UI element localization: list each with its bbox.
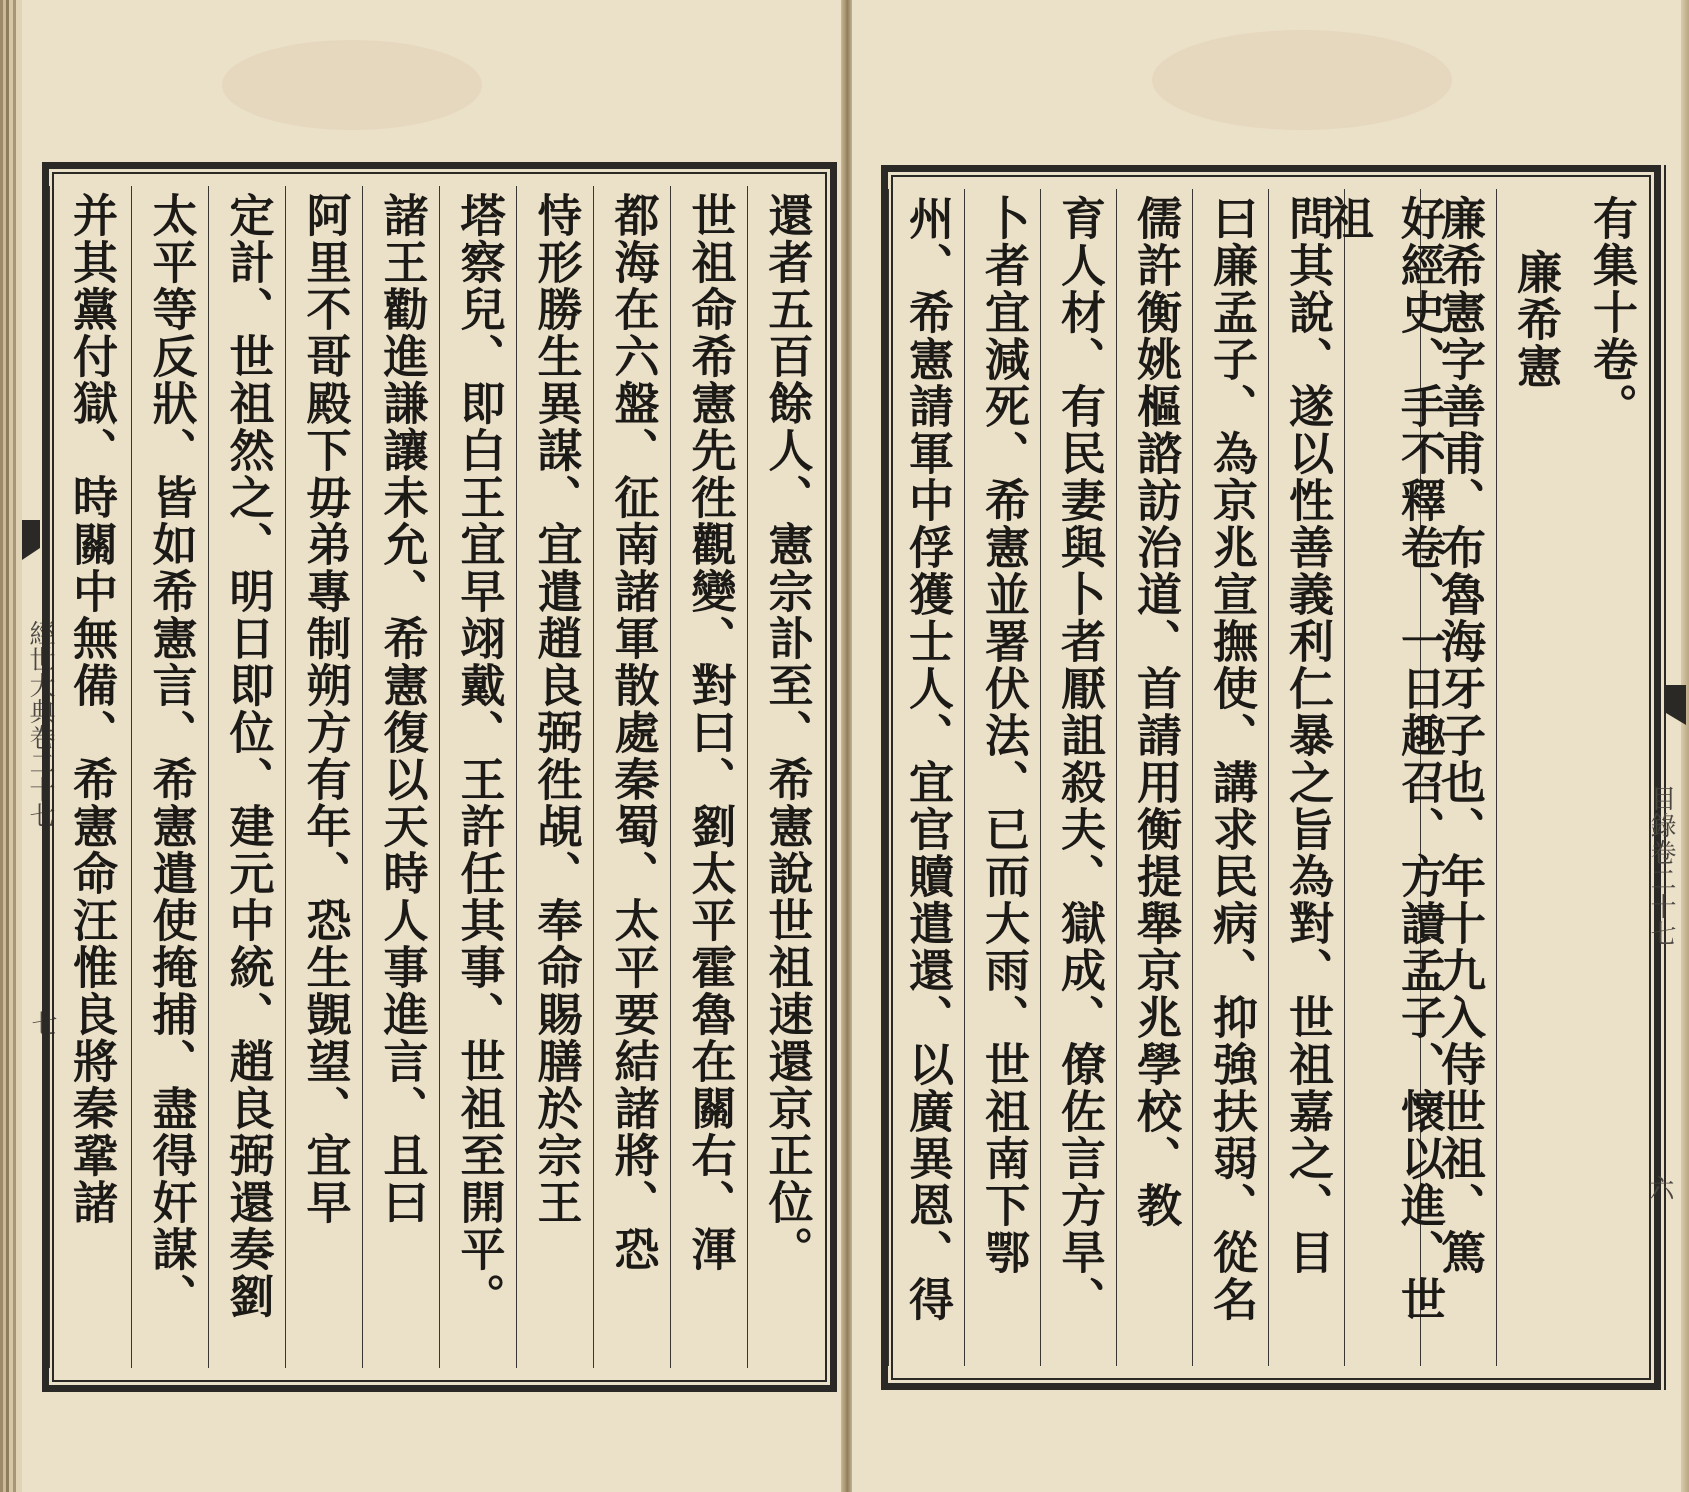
left-spine-page-number: 七 [27, 1010, 57, 1036]
left-column-2 [670, 186, 748, 1368]
right-column-8 [1040, 189, 1117, 1366]
right-column-9 [964, 189, 1041, 1366]
left-column-3 [593, 186, 671, 1368]
right-column-10-text: 州、希憲請軍中俘獲士人、宜官贖遣還、以廣異恩、得 [901, 195, 954, 1323]
right-column-6-text: 曰廉孟子、為京兆宣撫使、講求民病、抑強扶弱、從名 [1205, 195, 1258, 1323]
right-column-7 [1116, 189, 1193, 1366]
left-text-frame [42, 162, 837, 1392]
left-column-1-text: 還者五百餘人、憲宗訃至、希憲說世祖速還京正位。 [760, 192, 814, 1273]
left-column-6 [362, 186, 440, 1368]
banxin-margin [1644, 165, 1686, 1390]
left-column-9 [131, 186, 209, 1368]
right-column-5-text: 問其說、遂以性善義利仁暴之旨為對、世祖嘉之、目 [1281, 195, 1334, 1276]
left-column-9-text: 太平等反狀、皆如希憲言、希憲遣使掩捕、盡得奸謀、 [144, 192, 198, 1320]
right-column-9-text: 卜者宜減死、希憲並署伏法、已而大雨、世祖南下鄂 [977, 195, 1030, 1276]
right-column-5 [1268, 189, 1345, 1366]
right-column-4 [1321, 189, 1446, 1366]
left-column-4-text: 恃形勝生異謀、宜遣趙良弼徃覘、奉命賜膳於宗王 [529, 192, 583, 1226]
left-column-7-text: 阿里不哥殿下毋弟專制朔方有年、恐生覬望、宜早 [298, 192, 352, 1226]
right-column-2-text: 廉希憲 [1509, 249, 1562, 390]
left-column-6-text: 諸王勸進謙讓未允、希憲復以天時人事進言、且曰 [375, 192, 429, 1226]
right-column-10 [888, 189, 965, 1366]
right-column-7-text: 儒許衡姚樞諮訪治道、首請用衡提舉京兆學校、教 [1129, 195, 1182, 1229]
left-column-5 [439, 186, 517, 1368]
right-column-8-text: 育人材、有民妻與卜者厭詛殺夫、獄成、僚佐言方旱、 [1053, 195, 1106, 1323]
left-spine-label: 經世大典卷二十七 [25, 620, 55, 828]
left-page [22, 0, 841, 1492]
right-column-6 [1192, 189, 1269, 1366]
right-column-4-text: 好經史、手不釋卷、一日趣召、方讀孟子、懷以進、世祖 [1321, 195, 1446, 1323]
right-text-frame [881, 165, 1661, 1390]
left-column-10-text: 并其黨付獄、時關中無備、希憲命汪惟良將秦鞏諸 [65, 192, 118, 1226]
right-page [852, 0, 1681, 1492]
left-column-8 [208, 186, 286, 1368]
right-column-1 [1573, 189, 1649, 1366]
left-column-2-text: 世祖命希憲先徃觀變、對曰、劉太平霍魯在關右、渾 [683, 192, 737, 1273]
left-column-4 [516, 186, 594, 1368]
left-column-5-text: 塔察兒、即白王宜早翊戴、王許任其事、世祖至開平。 [452, 192, 506, 1320]
page-edges-left [0, 0, 22, 1492]
fish-tail-mark [1666, 685, 1686, 725]
right-column-3-text: 廉希憲字善甫、布魯海牙子也、年十九入侍世祖、篤 [1433, 195, 1486, 1276]
left-column-10 [49, 186, 132, 1368]
right-column-1-text: 有集十卷。 [1585, 195, 1638, 430]
right-column-2 [1496, 189, 1573, 1366]
left-column-8-text: 定計、世祖然之、明日即位、建元中統、趙良弼還奏劉 [221, 192, 275, 1320]
banxin-page-number: 六 [1644, 1175, 1674, 1201]
left-column-1 [747, 186, 825, 1368]
left-column-3-text: 都海在六盤、征南諸軍散處秦蜀、太平要結諸將、恐 [606, 192, 660, 1273]
book-gutter [841, 0, 852, 1492]
left-fish-tail-mark [22, 520, 40, 560]
left-column-7 [285, 186, 363, 1368]
banxin-label: 目錄卷二十七 [1646, 785, 1676, 947]
